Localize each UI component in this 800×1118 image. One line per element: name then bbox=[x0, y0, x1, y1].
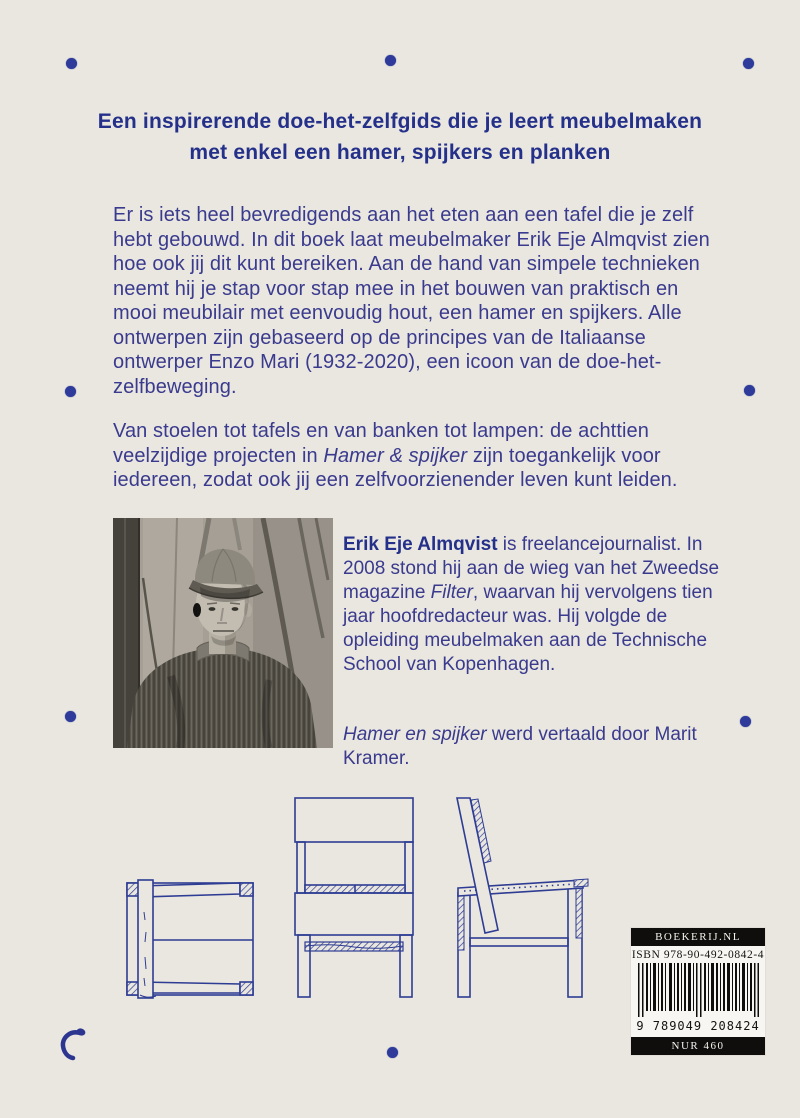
nur-label: NUR 460 bbox=[631, 1037, 765, 1055]
bent-nail-icon bbox=[55, 1018, 91, 1064]
paragraph-projects-before: Van stoelen tot tafels en van banken tot lampen: de achttien veelzijdige projecten in bbox=[113, 420, 649, 467]
chair-top-view bbox=[127, 880, 253, 998]
translator-text: werd vertaald door Marit Kramer. bbox=[343, 724, 697, 769]
publisher-label: BOEKERIJ.NL bbox=[631, 928, 765, 946]
nail-dot-icon bbox=[387, 1047, 398, 1058]
paragraph-projects bbox=[113, 419, 719, 493]
bio-after-name: is freelancejournalist. In 2008 stond hij aan de wieg van het Zweedse magazine bbox=[343, 534, 720, 603]
nail-dot-icon bbox=[385, 55, 396, 66]
book-title-italic: Hamer & spijker bbox=[323, 444, 468, 467]
author-photo bbox=[113, 518, 333, 748]
translator-book-title-italic: Hamer en spijker bbox=[343, 724, 487, 745]
author-bio bbox=[343, 533, 720, 677]
barcode-bars bbox=[636, 963, 760, 1019]
barcode-number: 9 789049 208424 bbox=[631, 1019, 765, 1037]
author-name: Erik Eje Almqvist bbox=[343, 534, 498, 555]
headline-line2: met enkel een hamer, spijkers en planken bbox=[189, 141, 611, 164]
paragraph-projects-after: zijn toegankelijk voor iedereen, zodat ook jij een zelfvoorzienender leven kunt leiden. bbox=[113, 444, 678, 491]
isbn-label: ISBN 978-90-492-0842-4 bbox=[631, 946, 765, 963]
nail-dot-icon bbox=[65, 386, 76, 397]
nail-dot-icon bbox=[743, 58, 754, 69]
chair-side-view bbox=[457, 798, 588, 997]
nail-dot-icon bbox=[740, 716, 751, 727]
paragraph-intro: Er is iets heel bevredigends aan het eten aan een tafel die je zelf hebt gebouwd. In dit boek laat meubelmaker Erik Eje Almqvist zien hoe ook jij dit kunt bereiken. Aan de hand van simpele technieken neemt hij je stap voor stap mee in het bouwen van praktisch en mooi meubilair met eenvoudig hout, een hamer en spijkers. Alle ontwerpen zijn gebaseerd op de principes van de Italiaanse ontwerper Enzo Mari (1932-2020), een icoon van de doe-het-zelfbeweging. bbox=[113, 204, 710, 398]
headline bbox=[60, 106, 740, 168]
magazine-name-italic: Filter bbox=[430, 582, 473, 603]
barcode-block bbox=[631, 928, 765, 1055]
bio-after-magazine: , waarvan hij vervolgens tien jaar hoofdredacteur was. Hij volgde de opleiding meubelmaken aan de Technische School van Kopenhagen. bbox=[343, 582, 713, 675]
translator-note bbox=[343, 723, 720, 771]
chair-front-view bbox=[295, 798, 413, 997]
nail-dot-icon bbox=[744, 385, 755, 396]
nail-dot-icon bbox=[66, 58, 77, 69]
nail-dot-icon bbox=[65, 711, 76, 722]
headline-line1: Een inspirerende doe-het-zelfgids die je leert meubelmaken bbox=[97, 110, 703, 133]
chair-technical-drawings bbox=[108, 782, 623, 1017]
